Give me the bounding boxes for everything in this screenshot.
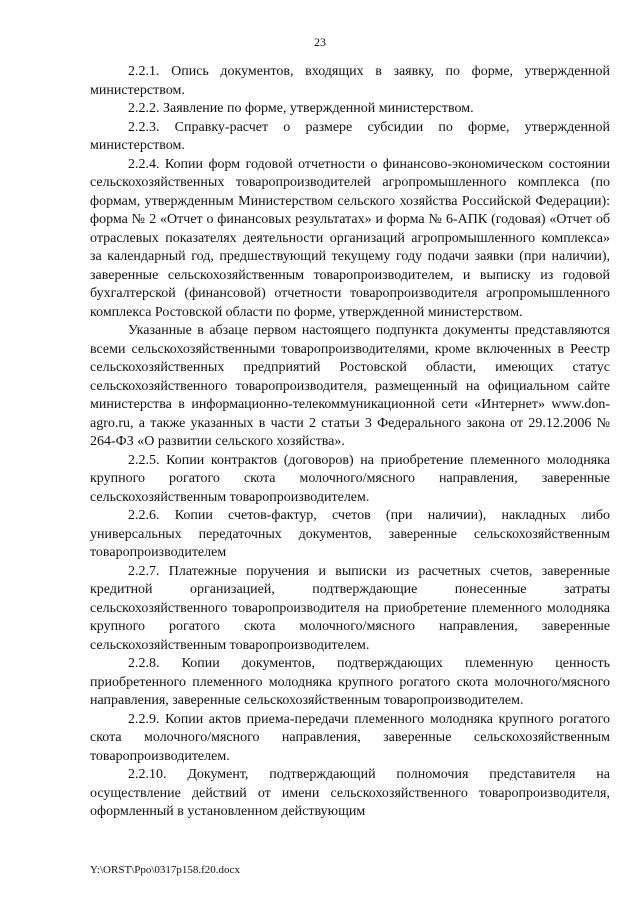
paragraph-2-2-4: 2.2.4. Копии форм годовой отчетности о финансово-экономическом состоянии сельскохозяйственных товаропроизводителей агропромышленного комплекса (по формам, утвержденным Министерством сельского хозяйства Российской Федерации): форма № 2 «Отчет о финансовых результатах» и форма № 6-АПК (годовая) «Отчет об отраслевых показателях деятельности организаций агропромышленного комплекса» за календарный год, предшествующий текущему году подачи заявки (при наличии), заверенные сельскохозяйственным товаропроизводителем, и выписку из годовой бухгалтерской (финансовой) отчетности товаропроизводителя агропромышленного комплекса Ростовской области по форме, утвержденной министерством. [90,156,610,320]
paragraph-2-2-8: 2.2.8. Копии документов, подтверждающих племенную ценность приобретенного племенного молодняка крупного рогатого скота молочного/мясного направления, заверенные сельскохозяйственным товаропроизводителем. [90,656,610,708]
footer-file-path: Y:\ORST\Ppo\0317p158.f20.docx [90,864,240,876]
paragraph-2-2-7: 2.2.7. Платежные поручения и выписки из расчетных счетов, заверенные кредитной организацией, подтверждающие понесенные затраты сельскохозяйственного товаропроизводителя на приобретение племенного молодняка крупного рогатого скота молочного/мясного направления, заверенные сельскохозяйственным товаропроизводителем. [90,563,610,653]
paragraph-2-2-6: 2.2.6. Копии счетов-фактур, счетов (при наличии), накладных либо универсальных передаточных документов, заверенные сельскохозяйственным товаропроизводителем [90,508,610,560]
page-number: 23 [314,35,326,49]
paragraph-2-2-3: 2.2.3. Справку-расчет о размере субсидии по форме, утвержденной министерством. [90,119,610,153]
paragraph-2-2-4-note: Указанные в абзаце первом настоящего подпункта документы представляются всеми сельскохозяйственными товаропроизводителями, кроме включенных в Реестр сельскохозяйственных предприятий Ростовской области, имеющих статус сельскохозяйственного товаропроизводителя, размещенный на официальном сайте министерства в информационно-телекоммуникационной сети «Интернет» www.don-agro.ru, а также указанных в части 2 статьи 3 Федерального закона от 29.12.2006 № 264-ФЗ «О развитии сельского хозяйства». [90,323,610,449]
paragraph-2-2-2: 2.2.2. Заявление по форме, утвержденной министерством. [128,101,474,116]
paragraph-2-2-9: 2.2.9. Копии актов приема-передачи племенного молодняка крупного рогатого скота молочного/мясного направления, заверенные сельскохозяйственным товаропроизводителем. [90,711,610,764]
paragraph-2-2-5: 2.2.5. Копии контрактов (договоров) на приобретение племенного молодняка крупного рогатого скота молочного/мясного направления, заверенные сельскохозяйственным товаропроизводителем. [90,452,610,505]
paragraph-2-2-1: 2.2.1. Опись документов, входящих в заявку, по форме, утвержденной министерством. [90,64,610,98]
paragraph-2-2-10: 2.2.10. Документ, подтверждающий полномочия представителя на осуществление действий от имени сельскохозяйственного товаропроизводителя, оформленный в установленном действующим [90,767,610,819]
document-body [90,63,610,822]
